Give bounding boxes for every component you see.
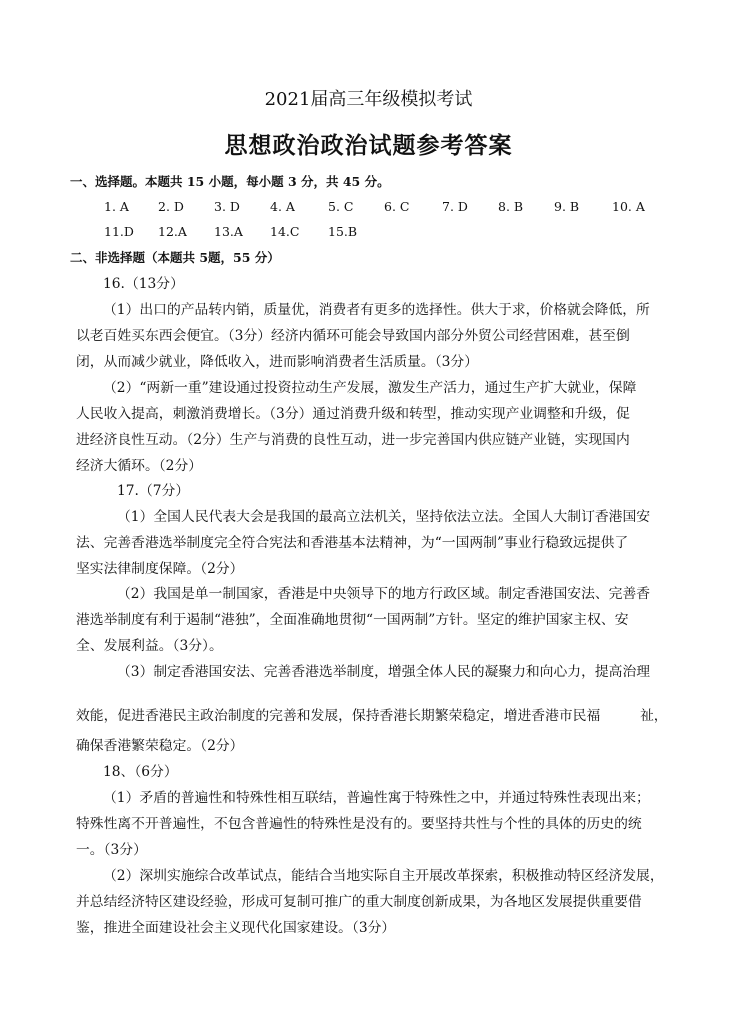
q17-text-line: （3）制定香港国安法、完善香港选举制度，增强全体人民的凝聚力和向心力，提高治理 bbox=[117, 664, 651, 680]
answer-item: 1. A bbox=[104, 199, 129, 214]
answer-item: 3. D bbox=[214, 199, 240, 214]
q18-text-line: （1）矛盾的普遍性和特殊性相互联结，普遍性寓于特殊性之中，并通过特殊性表现出来； bbox=[103, 790, 650, 806]
q16-text-line: （2）“两新一重”建设通过投资拉动生产发展，激发生产活力，通过生产扩大就业，保障 bbox=[103, 380, 637, 396]
answer-item: 13.A bbox=[214, 224, 243, 239]
section2-heading: 二、非选择题（本题共 5题，55 分） bbox=[70, 250, 280, 265]
q18-text-line: 特殊性离不开普遍性，不包含普遍性的特殊性是没有的。要坚持共性与个性的具体的历史的统 bbox=[76, 816, 642, 832]
answer-item: 5. C bbox=[328, 199, 354, 214]
answer-item: 12.A bbox=[158, 224, 187, 239]
q17-text-line: 确保香港繁荣稳定。（2分） bbox=[76, 738, 244, 754]
answer-item: 2. D bbox=[158, 199, 184, 214]
q18-text-line: （2）深圳实施综合改革试点，能结合当地实际自主开展改革探索，积极推动特区经济发展， bbox=[103, 868, 664, 884]
answer-item: 4. A bbox=[270, 199, 295, 214]
answer-item: 10. A bbox=[612, 199, 645, 214]
q18-text-line: 并总结经济特区建设经验，形成可复制可推广的重大制度创新成果，为各地区发展提供重要借 bbox=[76, 894, 642, 910]
answer-item: 6. C bbox=[384, 199, 410, 214]
q17-text-line: 港选举制度有利于遏制“港独”，全面准确地贯彻“一国两制”方针。坚定的维护国家主权、安 bbox=[76, 612, 629, 628]
exam-title: 2021届高三年级模拟考试 bbox=[264, 89, 473, 110]
q16-text-line: （1）出口的产品转内销，质量优，消费者有更多的选择性。供大于求，价格就会降低，所 bbox=[103, 302, 650, 318]
answer-item: 11.D bbox=[104, 224, 134, 239]
q18-text-line: 一。（3分） bbox=[76, 842, 147, 858]
q17-text-line: （2）我国是单一制国家，香港是中央领导下的地方行政区域。制定香港国安法、完善香 bbox=[117, 586, 651, 602]
question-18-label: 18、（6分） bbox=[103, 764, 178, 780]
section1-heading: 一、选择题。本题共 15 小题，每小题 3 分，共 45 分。 bbox=[70, 174, 390, 189]
answer-item: 15.B bbox=[328, 224, 358, 239]
q17-text-line: 祉， bbox=[640, 708, 668, 724]
q17-text-line: 坚实法律制度保障。（2分） bbox=[76, 561, 244, 577]
answer-item: 14.C bbox=[270, 224, 300, 239]
answer-item: 9. B bbox=[554, 199, 580, 214]
q17-text-line: 全、发展利益。（3分）。 bbox=[76, 638, 223, 654]
q17-text-line: （1）全国人民代表大会是我国的最高立法机关，坚持依法立法。全国人大制订香港国安 bbox=[117, 509, 651, 525]
q16-text-line: 进经济良性互动。（2分）生产与消费的良性互动，进一步完善国内供应链产业链，实现国内 bbox=[76, 432, 630, 448]
question-17-label: 17.（7分） bbox=[117, 483, 190, 499]
q16-text-line: 人民收入提高，刺激消费增长。（3分）通过消费升级和转型，推动实现产业调整和升级，促 bbox=[76, 406, 630, 422]
q16-text-line: 闭，从而减少就业，降低收入，进而影响消费者生活质量。（3分） bbox=[76, 354, 478, 370]
q17-text-line: 法、完善香港选举制度完全符合宪法和香港基本法精神，为“一国两制”事业行稳致远提供了 bbox=[76, 535, 629, 551]
answer-item: 8. B bbox=[498, 199, 524, 214]
answer-item: 7. D bbox=[442, 199, 468, 214]
q16-text-line: 以老百姓买东西会便宜。（3分）经济内循环可能会导致国内部分外贸公司经营困难，甚至倒 bbox=[76, 328, 630, 344]
q18-text-line: 鉴，推进全面建设社会主义现代化国家建设。（3分） bbox=[76, 920, 396, 936]
q16-text-line: 经济大循环。（2分） bbox=[76, 458, 203, 474]
question-16-label: 16.（13分） bbox=[103, 276, 184, 292]
q17-text-line: 效能，促进香港民主政治制度的完善和发展，保持香港长期繁荣稳定，增进香港市民福 bbox=[76, 708, 601, 724]
page-title: 思想政治政治试题参考答案 bbox=[224, 132, 513, 159]
